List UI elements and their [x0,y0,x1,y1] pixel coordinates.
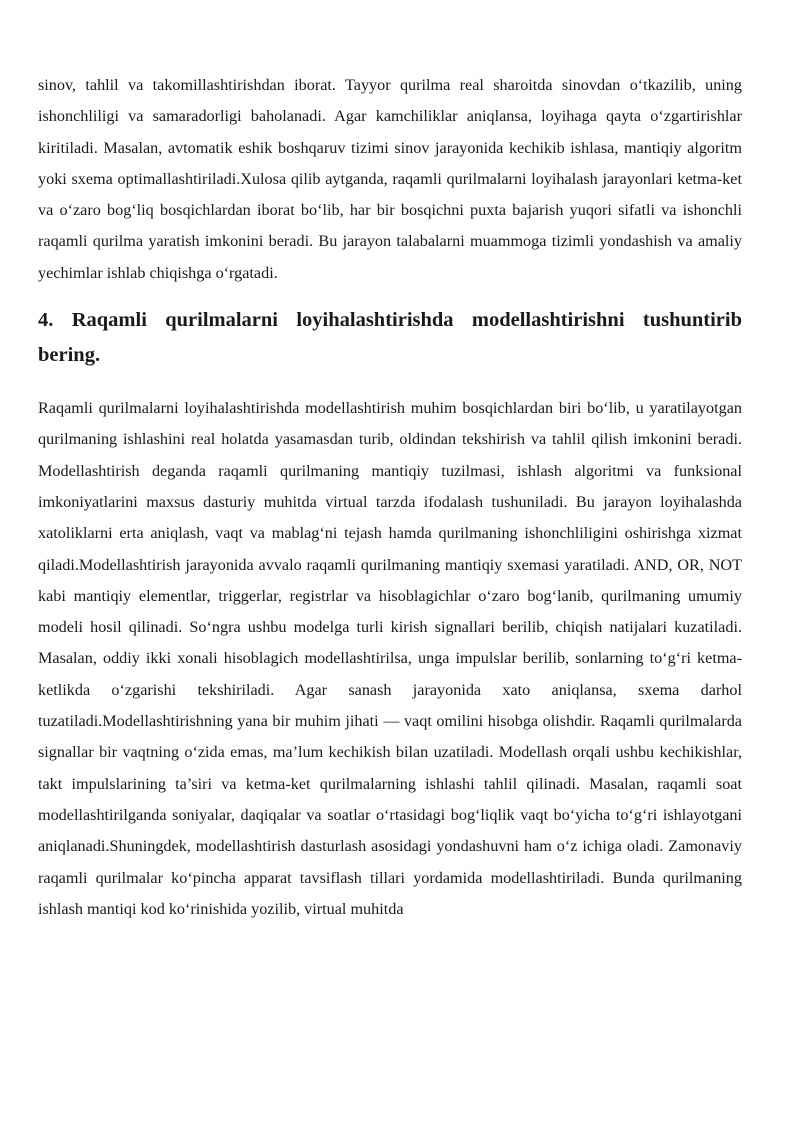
body-paragraph-modeling: Raqamli qurilmalarni loyihalashtirishda modellashtirish muhim bosqichlardan biri bo‘lib, u yaratilayotgan qurilmaning ishlashini real holatda yasamasdan turib, oldindan tekshirish va tahlil qilish imkonini beradi. Modellashtirish deganda raqamli qurilmaning mantiqiy tuzilmasi, ishlash algoritmi va funksional imkoniyatlarini maxsus dasturiy muhitda virtual tarzda ifodalash tushuniladi. Bu jarayon loyihalashda xatoliklarni erta aniqlash, vaqt va mablag‘ni tejash hamda qurilmaning ishonchliligini oshirishga xizmat qiladi.Modellashtirish jarayonida avvalo raqamli qurilmaning mantiqiy sxemasi yaratiladi. AND, OR, NOT kabi mantiqiy elementlar, triggerlar, registrlar va hisoblagichlar o‘zaro bog‘lanib, qurilmaning umumiy modeli hosil qilinadi. So‘ngra ushbu modelga turli kirish signallari berilib, chiqish natijalari kuzatiladi. Masalan, oddiy ikki xonali hisoblagich modellashtirilsa, unga impulslar berilib, sonlarning to‘g‘ri ketma-ketlikda o‘zgarishi tekshiriladi. Agar sanash jarayonida xato aniqlansa, sxema darhol tuzatiladi.Modellashtirishning yana bir muhim jihati — vaqt omilini hisobga olishdir. Raqamli qurilmalarda signallar bir vaqtning o‘zida emas, ma’lum kechikish bilan uzatiladi. Modellash orqali ushbu kechikishlar, takt impulslarining ta’siri va ketma-ket qurilmalarning ishlashi tahlil qilinadi. Masalan, raqamli soat modellashtirilganda soniyalar, daqiqalar va soatlar o‘rtasidagi bog‘liqlik vaqt bo‘yicha to‘g‘ri ishlayotgani aniqlanadi.Shuningdek, modellashtirish dasturlash asosidagi yondashuvni ham o‘z ichiga oladi. Zamonaviy raqamli qurilmalar ko‘pincha apparat tavsiflash tillari yordamida modellashtiriladi. Bunda qurilmaning ishlash mantiqi kod ko‘rinishida yozilib, virtual muhitda [38,399,742,918]
body-paragraph-intro: sinov, tahlil va takomillashtirishdan iborat. Tayyor qurilma real sharoitda sinovdan o‘tkazilib, uning ishonchliligi va samaradorligi baholanadi. Agar kamchiliklar aniqlansa, loyihaga qayta o‘zgartirishlar kiritiladi. Masalan, avtomatik eshik boshqaruv tizimi sinov jarayonida kechikib ishlasa, mantiqiy algoritm yoki sxema optimallashtiriladi.Xulosa qilib aytganda, raqamli qurilmalarni loyihalash jarayonlari ketma-ket va o‘zaro bog‘liq bosqichlardan iborat bo‘lib, har bir bosqichni puxta bajarish yuqori sifatli va ishonchli raqamli qurilma yaratish imkonini beradi. Bu jarayon talabalarni muammoga tizimli yondashish va amaliy yechimlar ishlab chiqishga o‘rgatadi. [38,76,742,282]
document-page [38,70,742,925]
section-heading: 4. Raqamli qurilmalarni loyihalashtirishda modellashtirishni tushuntirib bering. [38,309,742,367]
